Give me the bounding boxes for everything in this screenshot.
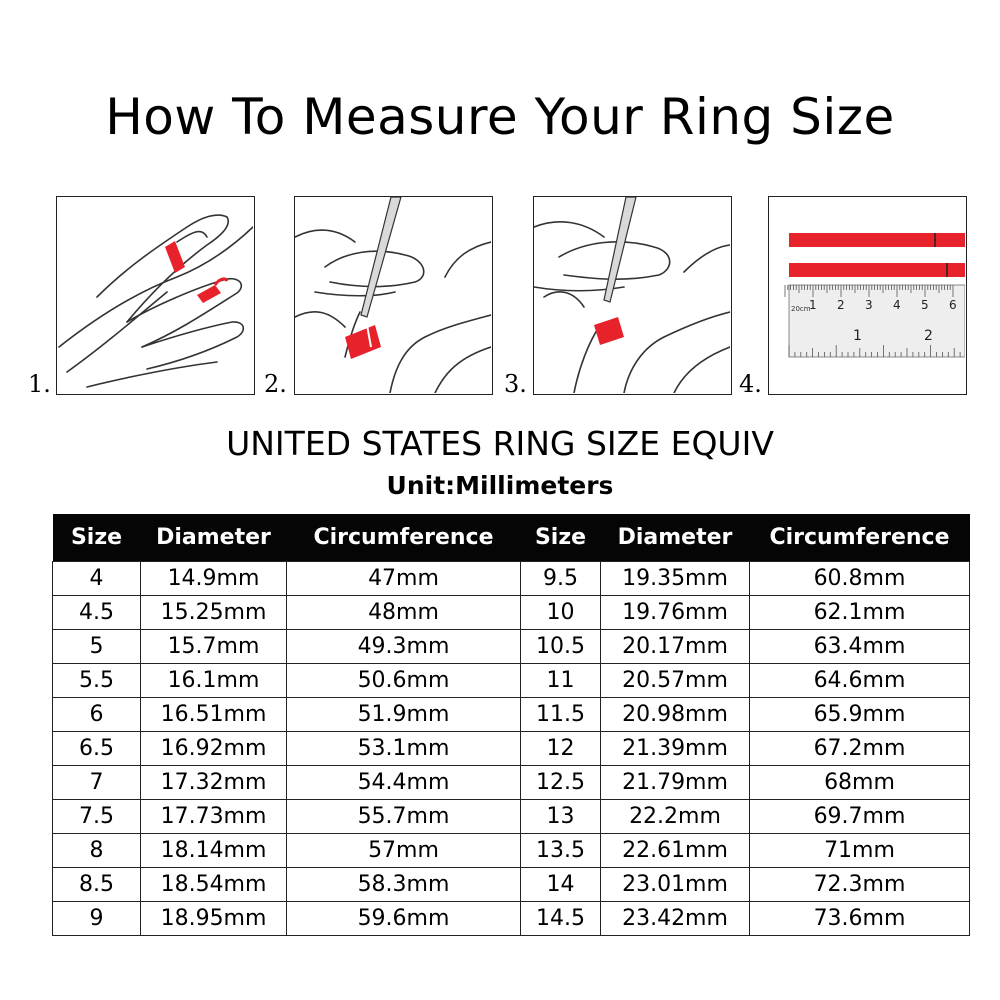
table-cell-size: 4.5: [53, 596, 141, 630]
table-cell-circumference: 72.3mm: [750, 868, 970, 902]
table-cell-diameter: 22.2mm: [601, 800, 750, 834]
table-cell-circumference: 47mm: [287, 562, 521, 596]
ruler-cm-number: 1: [809, 298, 817, 312]
table-cell-size: 9: [53, 902, 141, 936]
table-cell-size: 14.5: [521, 902, 601, 936]
table-cell-size: 5.5: [53, 664, 141, 698]
table-cell-diameter: 16.51mm: [141, 698, 287, 732]
table-cell-circumference: 60.8mm: [750, 562, 970, 596]
table-row: [53, 766, 970, 800]
table-cell-circumference: 63.4mm: [750, 630, 970, 664]
table-cell-circumference: 53.1mm: [287, 732, 521, 766]
table-cell-size: 9.5: [521, 562, 601, 596]
table-cell-size: 7.5: [53, 800, 141, 834]
table-cell-circumference: 67.2mm: [750, 732, 970, 766]
column-header-circumference: Circumference: [287, 514, 521, 562]
table-cell-size: 4: [53, 562, 141, 596]
table-cell-size: 11: [521, 664, 601, 698]
table-cell-circumference: 54.4mm: [287, 766, 521, 800]
table-cell-diameter: 19.76mm: [601, 596, 750, 630]
column-header-size: Size: [53, 514, 141, 562]
unit-label: Unit:Millimeters: [386, 471, 614, 500]
ruler-cm-label: 20cm: [791, 305, 811, 313]
table-body: [53, 562, 970, 936]
table-row: [53, 698, 970, 732]
ring-size-table: [52, 514, 970, 936]
table-cell-size: 8.5: [53, 868, 141, 902]
table-cell-diameter: 15.25mm: [141, 596, 287, 630]
column-header-diameter: Diameter: [141, 514, 287, 562]
table-cell-diameter: 21.79mm: [601, 766, 750, 800]
table-cell-circumference: 55.7mm: [287, 800, 521, 834]
ruler-inch-number: 2: [924, 328, 933, 344]
ruler-cm-number: 3: [865, 298, 873, 312]
step-number: 4.: [739, 370, 762, 398]
table-cell-circumference: 49.3mm: [287, 630, 521, 664]
ruler-cm-number: 4: [893, 298, 901, 312]
table-cell-diameter: 14.9mm: [141, 562, 287, 596]
step-number: 2.: [264, 370, 287, 398]
table-row: [53, 834, 970, 868]
marked-string-on-finger-icon: [533, 196, 732, 395]
table-row: [53, 902, 970, 936]
table-row: [53, 800, 970, 834]
table-row: [53, 630, 970, 664]
table-cell-diameter: 20.17mm: [601, 630, 750, 664]
table-cell-diameter: 16.92mm: [141, 732, 287, 766]
table-cell-diameter: 18.54mm: [141, 868, 287, 902]
table-cell-circumference: 50.6mm: [287, 664, 521, 698]
column-header-circumference: Circumference: [750, 514, 970, 562]
table-cell-size: 14: [521, 868, 601, 902]
table-cell-size: 12.5: [521, 766, 601, 800]
ruler-cm-number: 6: [949, 298, 957, 312]
table-cell-size: 5: [53, 630, 141, 664]
table-cell-circumference: 58.3mm: [287, 868, 521, 902]
ruler-inch-number: 1: [853, 328, 862, 344]
table-cell-diameter: 16.1mm: [141, 664, 287, 698]
table-cell-size: 10: [521, 596, 601, 630]
table-cell-size: 6.5: [53, 732, 141, 766]
table-cell-circumference: 59.6mm: [287, 902, 521, 936]
table-cell-size: 7: [53, 766, 141, 800]
table-cell-size: 13: [521, 800, 601, 834]
table-cell-diameter: 15.7mm: [141, 630, 287, 664]
table-cell-circumference: 65.9mm: [750, 698, 970, 732]
table-cell-diameter: 17.73mm: [141, 800, 287, 834]
table-row: [53, 732, 970, 766]
table-cell-diameter: 23.01mm: [601, 868, 750, 902]
table-cell-circumference: 57mm: [287, 834, 521, 868]
step-number: 3.: [504, 370, 527, 398]
ruler-cm-number: 5: [921, 298, 929, 312]
table-row: [53, 596, 970, 630]
column-header-size: Size: [521, 514, 601, 562]
marking-string-with-pen-icon: [294, 196, 493, 395]
table-row: [53, 664, 970, 698]
table-title: UNITED STATES RING SIZE EQUIV: [226, 424, 774, 463]
table-cell-circumference: 71mm: [750, 834, 970, 868]
table-cell-diameter: 21.39mm: [601, 732, 750, 766]
table-cell-diameter: 17.32mm: [141, 766, 287, 800]
table-row: [53, 868, 970, 902]
string-against-ruler-icon: [768, 196, 967, 395]
table-cell-diameter: 20.57mm: [601, 664, 750, 698]
table-cell-circumference: 51.9mm: [287, 698, 521, 732]
hand-with-red-string-icon: [56, 196, 255, 395]
table-cell-size: 8: [53, 834, 141, 868]
table-header-row: [53, 514, 970, 562]
table-cell-size: 11.5: [521, 698, 601, 732]
table-cell-circumference: 64.6mm: [750, 664, 970, 698]
page-title: How To Measure Your Ring Size: [105, 88, 895, 146]
table-cell-circumference: 73.6mm: [750, 902, 970, 936]
table-row: [53, 562, 970, 596]
table-cell-circumference: 68mm: [750, 766, 970, 800]
column-header-diameter: Diameter: [601, 514, 750, 562]
table-cell-diameter: 22.61mm: [601, 834, 750, 868]
table-cell-diameter: 18.95mm: [141, 902, 287, 936]
table-cell-size: 10.5: [521, 630, 601, 664]
table-cell-circumference: 62.1mm: [750, 596, 970, 630]
table-cell-size: 6: [53, 698, 141, 732]
table-cell-size: 13.5: [521, 834, 601, 868]
step-number: 1.: [28, 370, 51, 398]
table-cell-circumference: 48mm: [287, 596, 521, 630]
ruler-cm-number: 2: [837, 298, 845, 312]
table-cell-size: 12: [521, 732, 601, 766]
table-cell-diameter: 19.35mm: [601, 562, 750, 596]
table-cell-diameter: 18.14mm: [141, 834, 287, 868]
table-cell-diameter: 20.98mm: [601, 698, 750, 732]
table-cell-circumference: 69.7mm: [750, 800, 970, 834]
table-cell-diameter: 23.42mm: [601, 902, 750, 936]
